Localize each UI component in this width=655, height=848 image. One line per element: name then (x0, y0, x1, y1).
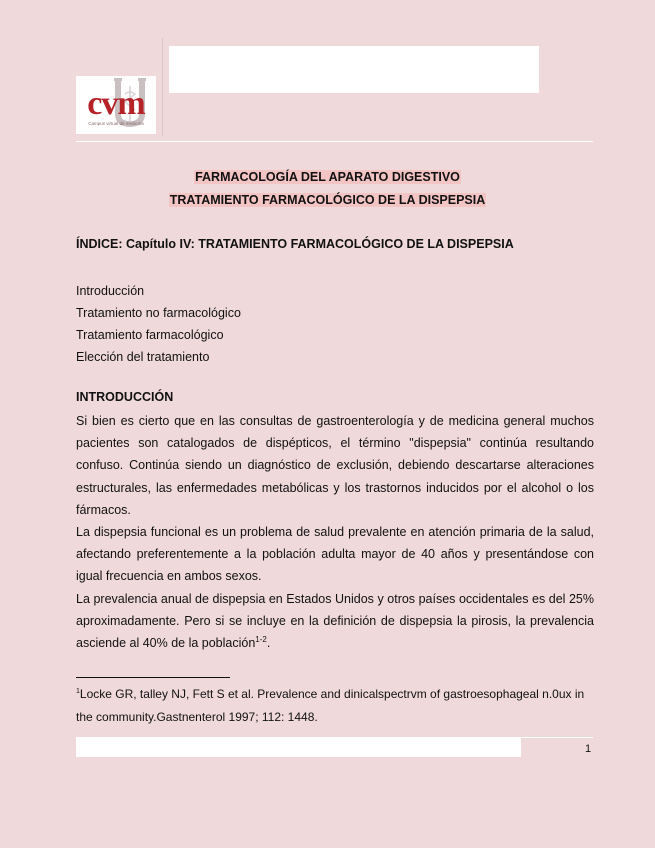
logo-subtitle: Campus virtual de medicina (88, 121, 144, 126)
introduction-heading: INTRODUCCIÓN (76, 390, 174, 404)
footnote-ref[interactable]: 1-2 (255, 634, 267, 644)
introduction-body (76, 410, 594, 654)
footer-rule (76, 737, 593, 738)
header-blank-box (169, 46, 539, 93)
index-heading: ÍNDICE: Capítulo IV: TRATAMIENTO FARMACOLÓGICO DE LA DISPEPSIA (76, 237, 514, 251)
page-number: 1 (585, 743, 592, 755)
document-title-line2: TRATAMIENTO FARMACOLÓGICO DE LA DISPEPSIA (169, 193, 486, 207)
paragraph-3: La prevalencia anual de dispepsia en Estados Unidos y otros países occidentales es del 25% aproximadamente. Pero si se incluye en la definición de dispepsia la pirosis, la prevalencia asciende al 40% de la población$^{1-2}$. (76, 591, 594, 651)
footnote-rule (76, 677, 230, 678)
toc-item-farmacologico[interactable]: Tratamiento farmacológico (76, 328, 224, 342)
toc-item-eleccion[interactable]: Elección del tratamiento (76, 350, 210, 364)
footnote (76, 683, 596, 729)
footnote-marker: 1 (76, 688, 80, 695)
footnote-text: Locke GR, talley NJ, Fett S et al. Prevalence and dinicalspectrvm of gastroesophageal n.0ux in the community.Gastnenterol 1997; 112: 1448. (76, 687, 585, 724)
paragraph-1: Si bien es cierto que en las consultas de gastroenterología y de medicina general muchos pacientes son catalogados de dispépticos, el término "dispepsia" continúa resultando confuso. Continúa siendo un diagnóstico de exclusión, debiendo descartarse alteraciones estructurales, las enfermedades metabólicas y los trastornos inducidos por el alcohol o los fármacos. (76, 414, 594, 517)
header-rule (76, 141, 593, 142)
toc-item-no-farmacologico[interactable]: Tratamiento no farmacológico (76, 306, 241, 320)
paragraph-2: La dispepsia funcional es un problema de salud prevalente en atención primaria de la salud, afectando preferentemente a la población adulta mayor de 40 años y presentándose con igual frecuencia en ambos sexos. (76, 525, 594, 584)
footer-blank-box (76, 737, 521, 757)
document-title-line1: FARMACOLOGÍA DEL APARATO DIGESTIVO (195, 170, 460, 184)
toc-item-introduccion[interactable]: Introducción (76, 284, 145, 298)
logo-text: cvm (87, 85, 145, 122)
table-of-contents (76, 280, 241, 368)
header-divider (162, 38, 163, 136)
cvm-logo (76, 76, 156, 134)
